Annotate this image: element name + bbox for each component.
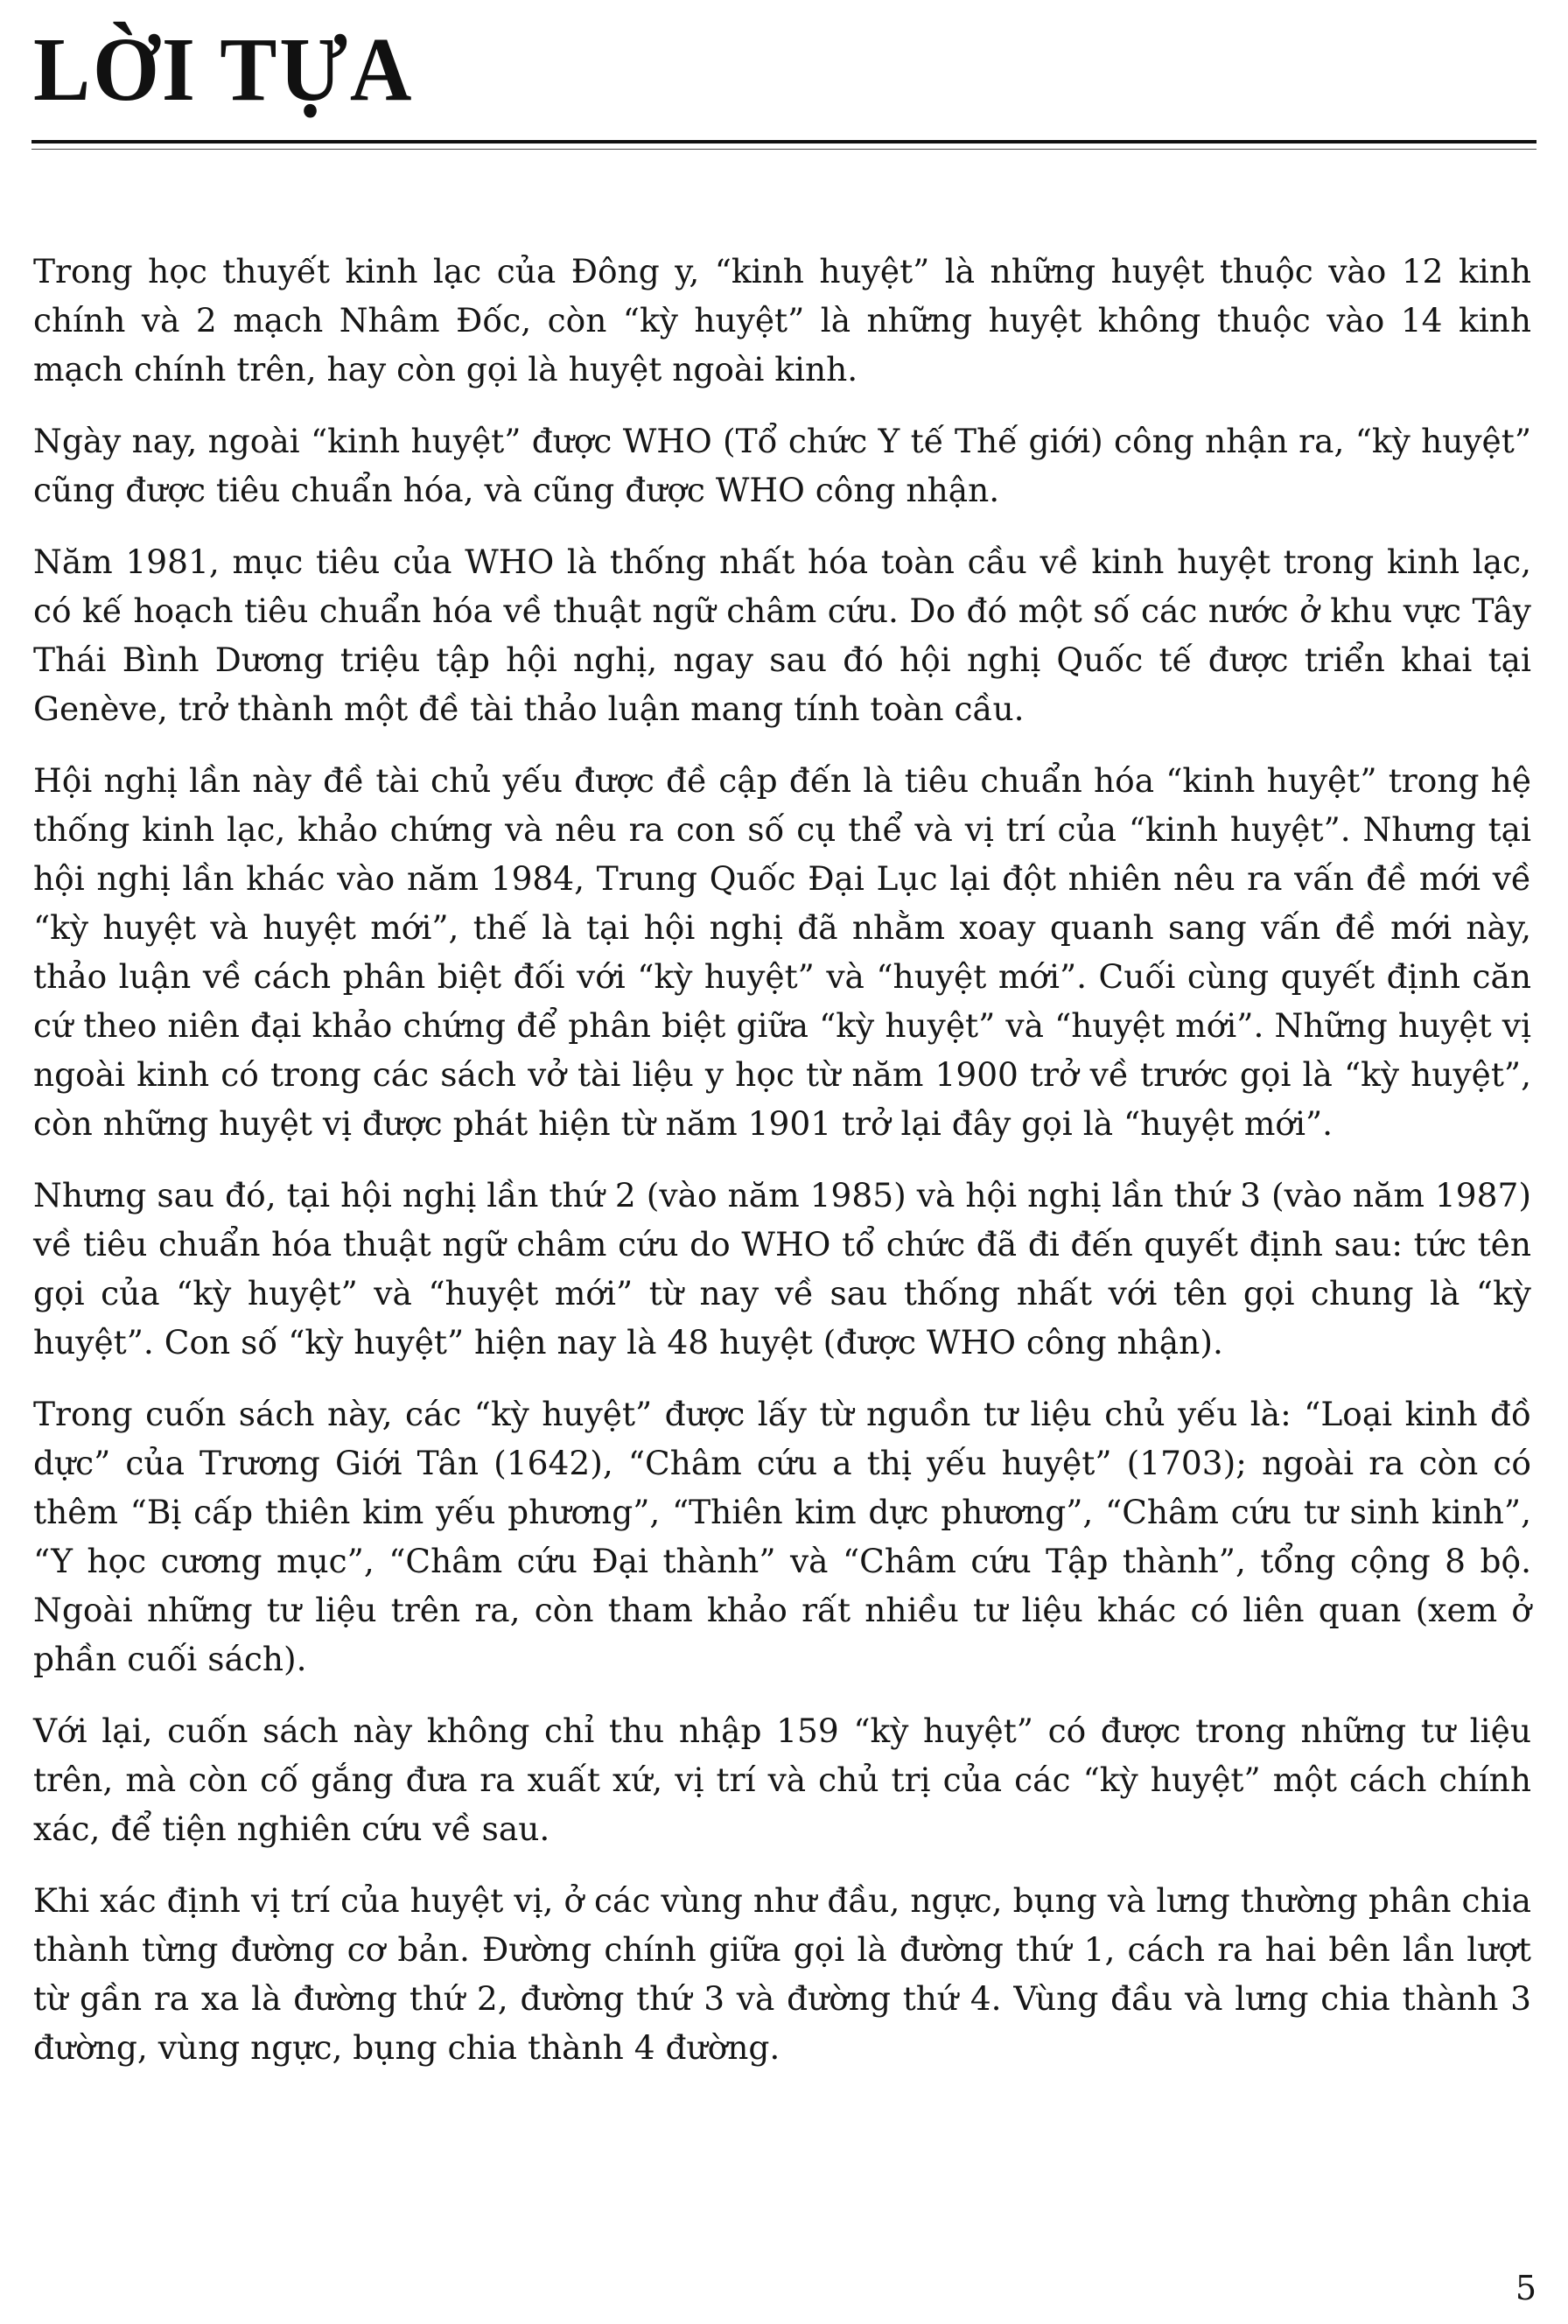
page-title: LỜI TỰA bbox=[33, 19, 415, 120]
body-text bbox=[33, 247, 1531, 2095]
title-underline-thin bbox=[32, 149, 1536, 150]
paragraph-7: Với lại, cuốn sách này không chỉ thu nhập 159 “kỳ huyệt” có được trong những tư liệu trên, mà còn cố gắng đưa ra xuất xứ, vị trí và chủ trị của các “kỳ huyệt” một cách chính xác, để tiện nghiên cứu về sau. bbox=[33, 1712, 1531, 1848]
title-underline bbox=[32, 140, 1536, 144]
paragraph-2: Ngày nay, ngoài “kinh huyệt” được WHO (Tổ chức Y tế Thế giới) công nhận ra, “kỳ huyệt” cũng được tiêu chuẩn hóa, và cũng được WHO công nhận. bbox=[33, 422, 1531, 509]
paragraph-3: Năm 1981, mục tiêu của WHO là thống nhất hóa toàn cầu về kinh huyệt trong kinh lạc, có kế hoạch tiêu chuẩn hóa về thuật ngữ châm cứu. Do đó một số các nước ở khu vực Tây Thái Bình Dương triệu tập hội nghị, ngay sau đó hội nghị Quốc tế được triển khai tại Genève, trở thành một đề tài thảo luận mang tính toàn cầu. bbox=[33, 542, 1531, 728]
paragraph-4: Hội nghị lần này đề tài chủ yếu được đề cập đến là tiêu chuẩn hóa “kinh huyệt” trong hệ thống kinh lạc, khảo chứng và nêu ra con số cụ thể và vị trí của “kinh huyệt”. Nhưng tại hội nghị lần khác vào năm 1984, Trung Quốc Đại Lục lại đột nhiên nêu ra vấn đề mới về “kỳ huyệt và huyệt mới”, thế là tại hội nghị đã nhằm xoay quanh sang vấn đề mới này, thảo luận về cách phân biệt đối với “kỳ huyệt” và “huyệt mới”. Cuối cùng quyết định căn cứ theo niên đại khảo chứng để phân biệt giữa “kỳ huyệt” và “huyệt mới”. Những huyệt vị ngoài kinh có trong các sách vở tài liệu y học từ năm 1900 trở về trước gọi là “kỳ huyệt”, còn những huyệt vị được phát hiện từ năm 1901 trở lại đây gọi là “huyệt mới”. bbox=[33, 761, 1531, 1143]
paragraph-6: Trong cuốn sách này, các “kỳ huyệt” được lấy từ nguồn tư liệu chủ yếu là: “Loại kinh đồ dực” của Trương Giới Tân (1642), “Châm cứu a thị yếu huyệt” (1703); ngoài ra còn có thêm “Bị cấp thiên kim yếu phương”, “Thiên kim dực phương”, “Châm cứu tư sinh kinh”, “Y học cương mục”, “Châm cứu Đại thành” và “Châm cứu Tập thành”, tổng cộng 8 bộ. Ngoài những tư liệu trên ra, còn tham khảo rất nhiều tư liệu khác có liên quan (xem ở phần cuối sách). bbox=[33, 1395, 1531, 1678]
paragraph-8: Khi xác định vị trí của huyệt vị, ở các vùng như đầu, ngực, bụng và lưng thường phân chia thành từng đường cơ bản. Đường chính giữa gọi là đường thứ 1, cách ra hai bên lần lượt từ gần ra xa là đường thứ 2, đường thứ 3 và đường thứ 4. Vùng đầu và lưng chia thành 3 đường, vùng ngực, bụng chia thành 4 đường. bbox=[33, 1881, 1531, 2067]
page-number: 5 bbox=[1515, 2269, 1536, 2307]
paragraph-5: Nhưng sau đó, tại hội nghị lần thứ 2 (vào năm 1985) và hội nghị lần thứ 3 (vào năm 1987) về tiêu chuẩn hóa thuật ngữ châm cứu do WHO tổ chức đã đi đến quyết định sau: tức tên gọi của “kỳ huyệt” và “huyệt mới” từ nay về sau thống nhất với tên gọi chung là “kỳ huyệt”. Con số “kỳ huyệt” hiện nay là 48 huyệt (được WHO công nhận). bbox=[33, 1176, 1531, 1362]
paragraph-1: Trong học thuyết kinh lạc của Đông y, “kinh huyệt” là những huyệt thuộc vào 12 kinh chính và 2 mạch Nhâm Đốc, còn “kỳ huyệt” là những huyệt không thuộc vào 14 kinh mạch chính trên, hay còn gọi là huyệt ngoài kinh. bbox=[33, 252, 1531, 388]
